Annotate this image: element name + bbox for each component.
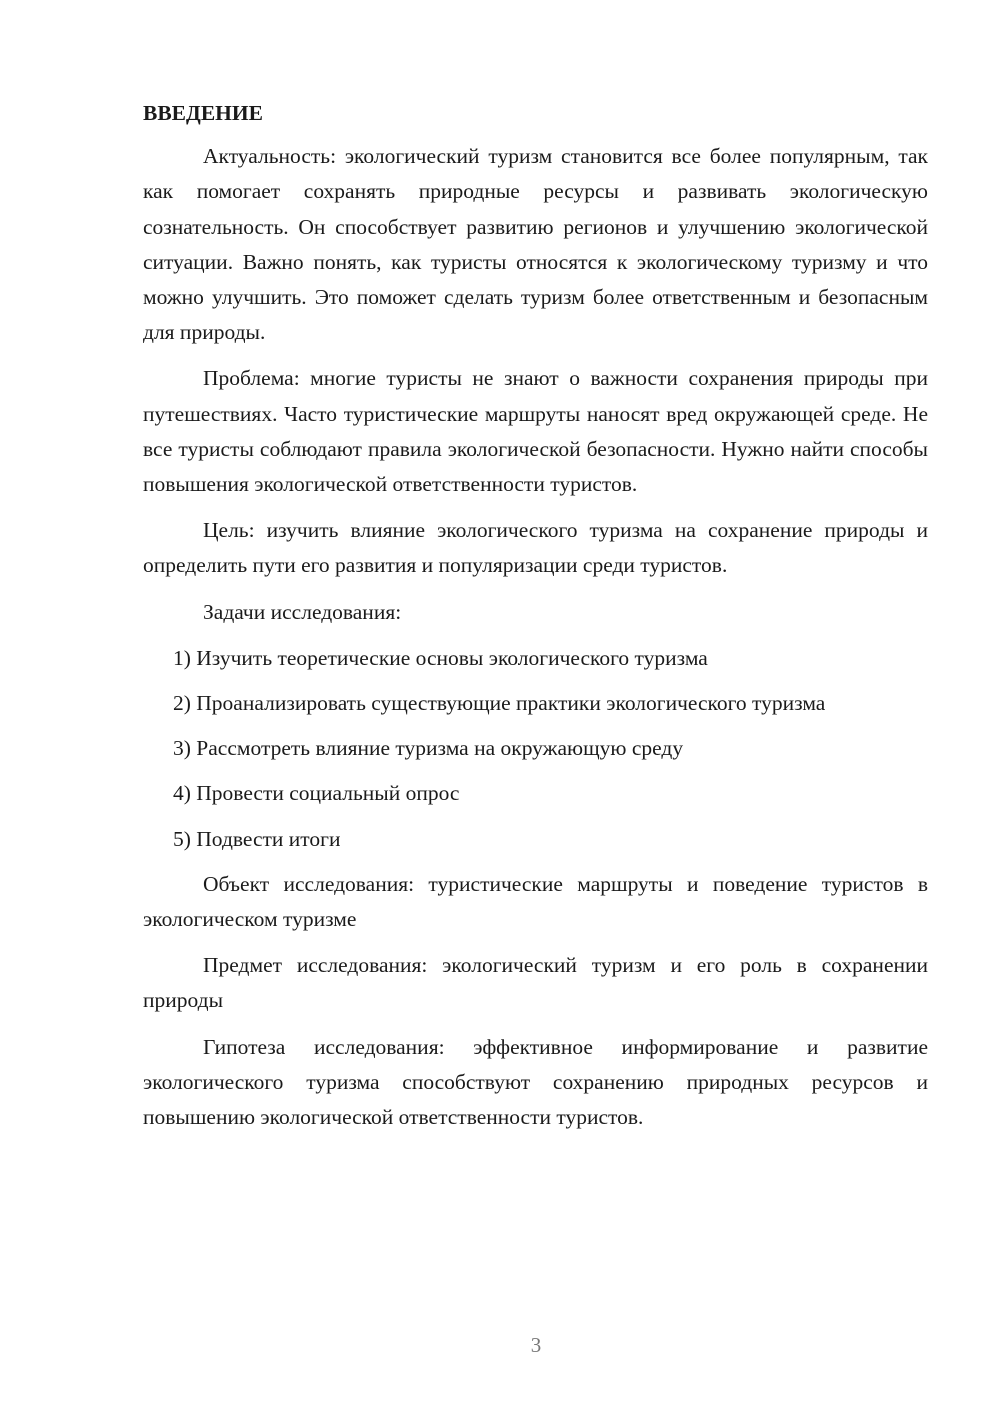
task-item-2: 2) Проанализировать существующие практики экологического туризма <box>173 691 826 716</box>
document-page <box>143 96 928 1146</box>
task-item-5: 5) Подвести итоги <box>173 826 341 851</box>
paragraph-hypothesis: Гипотеза исследования: эффективное информирование и развитие экологического туризма способствуют сохранению природных ресурсов и повышению экологической ответственности туристов. <box>143 1034 928 1130</box>
paragraph-goal: Цель: изучить влияние экологического туризма на сохранение природы и определить пути его развития и популяризации среди туристов. <box>143 518 928 578</box>
paragraph-problem: Проблема: многие туристы не знают о важности сохранения природы при путешествиях. Часто туристические маршруты наносят вред окружающей среде. Не все туристы соблюдают правила экологической безопасности. Нужно найти способы повышения экологической ответственности туристов. <box>143 366 928 497</box>
page-number: 3 <box>530 1333 542 1357</box>
paragraph-subject: Предмет исследования: экологический туризм и его роль в сохранении природы <box>143 953 928 1013</box>
task-item-3: 3) Рассмотреть влияние туризма на окружающую среду <box>173 736 684 761</box>
tasks-heading: Задачи исследования: <box>203 599 402 624</box>
task-item-1: 1) Изучить теоретические основы экологического туризма <box>173 645 708 670</box>
task-item-4: 4) Провести социальный опрос <box>173 781 460 806</box>
page-title: ВВЕДЕНИЕ <box>143 101 263 125</box>
paragraph-object: Объект исследования: туристические маршруты и поведение туристов в экологическом туризме <box>143 871 928 932</box>
paragraph-relevance: Актуальность: экологический туризм становится все более популярным, так как помогает сохранять природные ресурсы и развивать экологическую сознательность. Он способствует развитию регионов и улучшению экологической ситуации. Важно понять, как туристы относятся к экологическому туризму и что можно улучшить. Это поможет сделать туризм более ответственным и безопасным для природы. <box>143 144 928 345</box>
